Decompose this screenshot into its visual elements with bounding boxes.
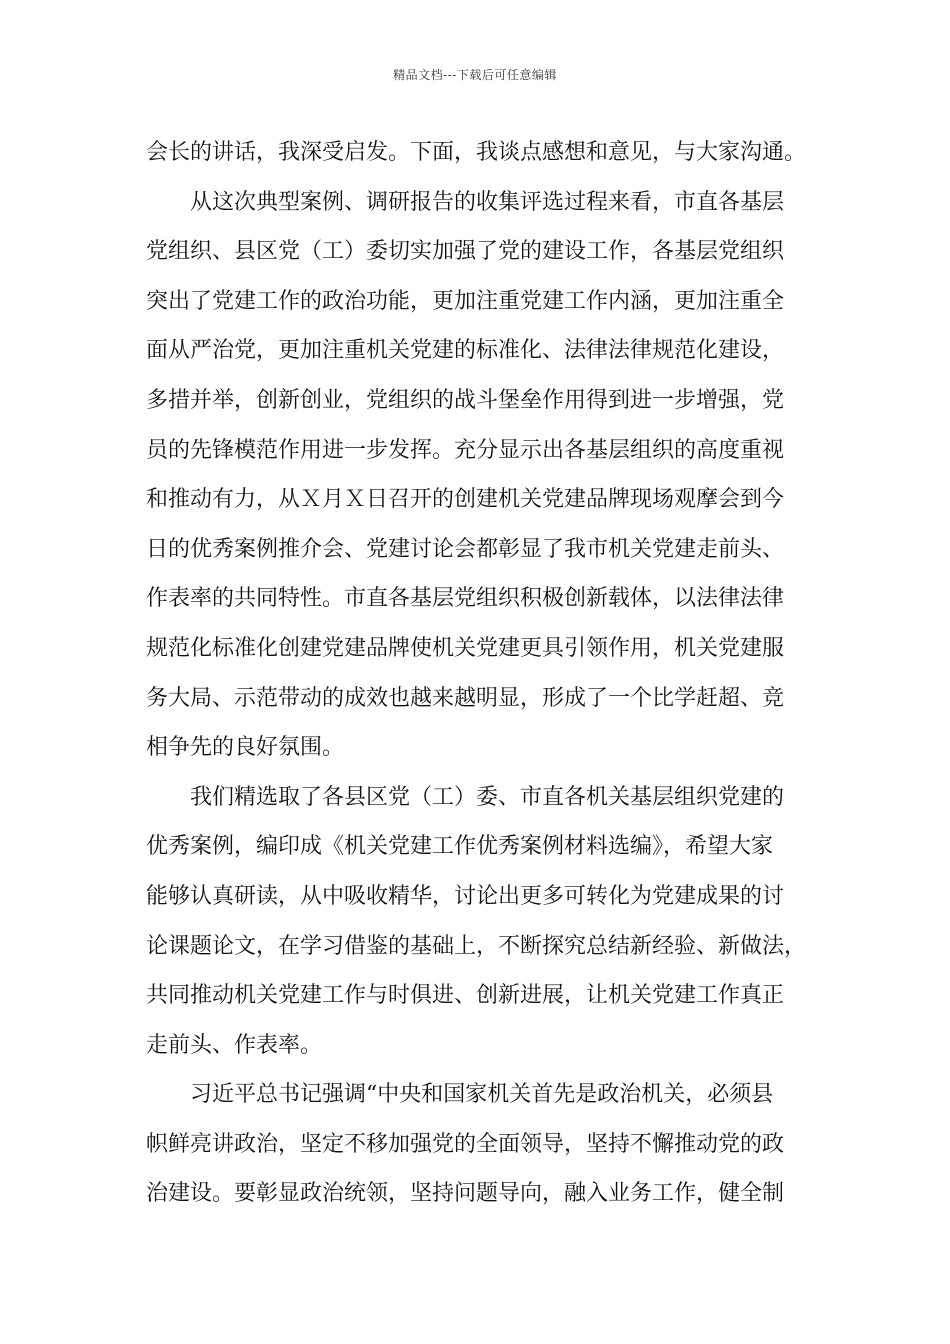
- page-header: 精品文档---下载后可任意编辑: [393, 68, 557, 82]
- text-line: 走前头、作表率。: [146, 1032, 323, 1058]
- paragraph: [146, 178, 818, 773]
- text-line: 和推动有力，从Ｘ月Ｘ日召开的创建机关党建品牌现场观摩会到今: [146, 487, 785, 513]
- text-line: 多措并举，创新创业，党组织的战斗堡垒作用得到进一步增强，党: [146, 387, 785, 413]
- text-line: 会长的讲话，我深受启发。下面，我谈点感想和意见，与大家沟通。: [146, 140, 807, 165]
- text-line: 员的先锋模范作用进一步发挥。充分显示出各基层组织的高度重视: [146, 437, 785, 463]
- text-line: 规范化标准化创建党建品牌使机关党建更具引领作用，机关党建服: [146, 635, 785, 661]
- text-line: 党组织、县区党（工）委切实加强了党的建设工作，各基层党组织: [146, 239, 785, 265]
- text-line: 相争先的良好氛围。: [146, 735, 345, 761]
- document-body: [146, 128, 818, 1219]
- text-line: 作表率的共同特性。市直各基层党组织积极创新载体，以法律法律: [146, 586, 785, 612]
- paragraph: [146, 1070, 818, 1219]
- text-line: 日的优秀案例推介会、党建讨论会都彰显了我市机关党建走前头、: [146, 536, 785, 562]
- text-line: 治建设。要彰显政治统领，坚持问题导向，融入业务工作，健全制: [146, 1181, 785, 1207]
- text-line: 务大局、示范带动的成效也越来越明显，形成了一个比学赶超、竞: [146, 685, 785, 711]
- text-line: 突出了党建工作的政治功能，更加注重党建工作内涵，更加注重全: [146, 288, 785, 314]
- text-line: 面从严治党，更加注重机关党建的标准化、法律法律规范化建设，: [146, 338, 785, 364]
- text-line: 论课题论文，在学习借鉴的基础上，不断探究总结新经验、新做法，: [146, 933, 807, 959]
- text-line: 帜鲜亮讲政治，坚定不移加强党的全面领导，坚持不懈推动党的政: [146, 1131, 785, 1157]
- text-line: 我们精选取了各县区党（工）委、市直各机关基层组织党建的: [190, 784, 785, 810]
- text-line: 共同推动机关党建工作与时俱进、创新进展，让机关党建工作真正: [146, 983, 785, 1009]
- text-line: 习近平总书记强调“中央和国家机关首先是政治机关，必须县: [190, 1082, 774, 1108]
- text-line: 能够认真研读，从中吸收精华，讨论出更多可转化为党建成果的讨: [146, 883, 785, 909]
- paragraph: [146, 128, 818, 178]
- paragraph: [146, 773, 818, 1071]
- text-line: 优秀案例，编印成《机关党建工作优秀案例材料选编》，希望大家: [146, 834, 774, 860]
- text-line: 从这次典型案例、调研报告的收集评选过程来看，市直各基层: [190, 189, 785, 215]
